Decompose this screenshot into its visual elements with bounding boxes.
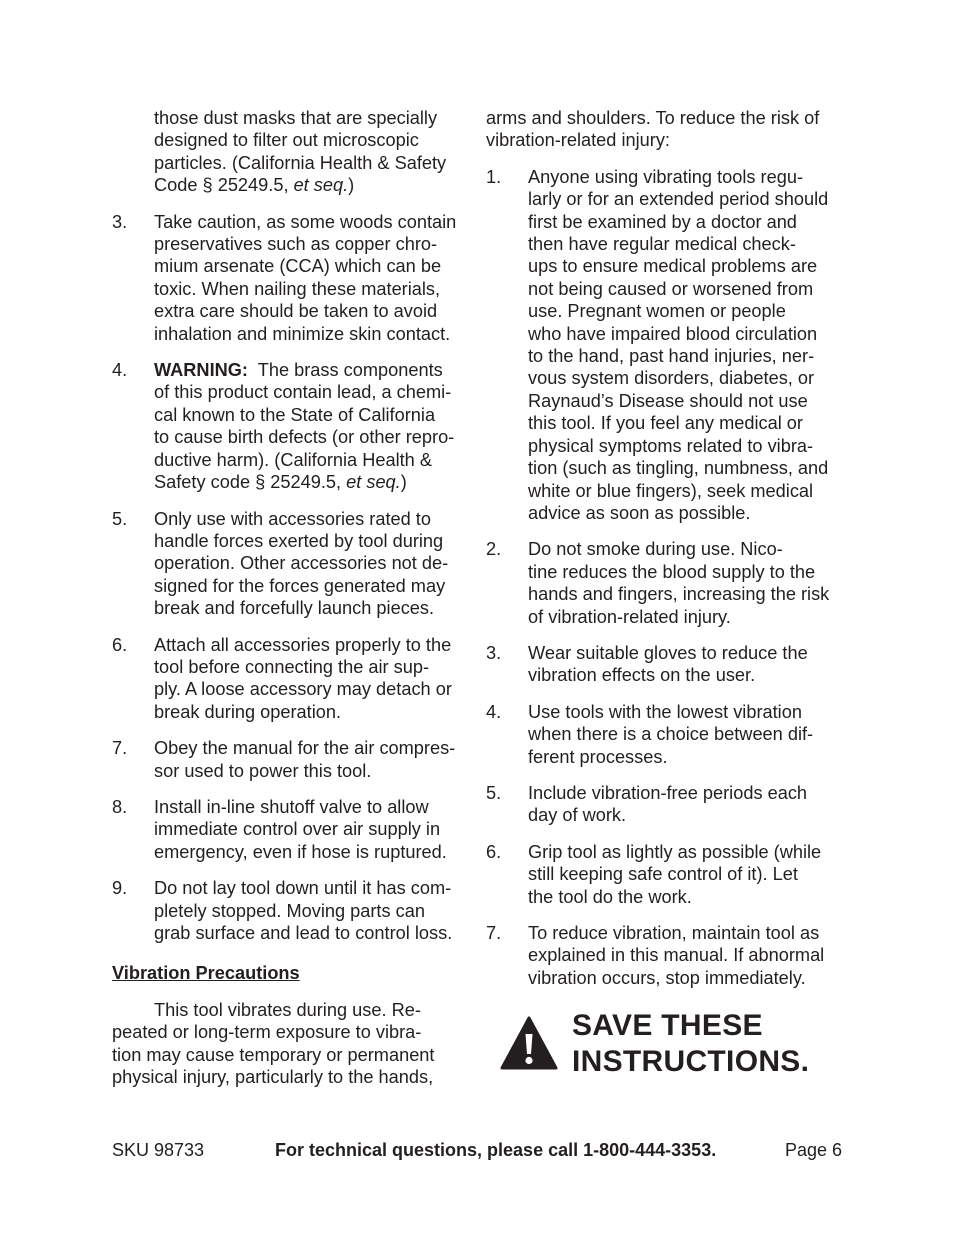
- list-text: Take caution, as some woods contain preservatives such as copper chro- mium arsenate (CCA) which can be toxic. When nailing these materials, extra care should be taken to avoid inhalation and minimize skin contact.: [154, 211, 457, 344]
- list-number: 6.: [486, 841, 502, 862]
- list-text: Wear suitable gloves to reduce the vibration effects on the user.: [528, 642, 808, 686]
- list-number: 9.: [112, 878, 128, 899]
- list-text: Attach all accessories properly to the tool before connecting the air sup- ply. A loose accessory may detach or break during operation.: [154, 634, 452, 722]
- list-item-4: [486, 701, 842, 768]
- list-item-6: [112, 634, 468, 724]
- list-text: WARNING: The brass components of this product contain lead, a chemi- cal known to the State of California to cause birth defects (or other repro- ductive harm). (California Health & Safety code § 25249.5, et seq.): [154, 360, 455, 493]
- list-number: 2.: [486, 539, 502, 560]
- warning-label: WARNING:: [154, 360, 248, 381]
- right-column: [486, 107, 842, 1003]
- list-item-7: [486, 922, 842, 989]
- list-item-3: [486, 642, 842, 687]
- save-instructions-banner: [500, 1008, 809, 1080]
- continuation-text: those dust masks that are specially designed to filter out microscopic particles. (California Health & Safety Code § 25249.5, et seq.): [154, 108, 447, 196]
- list-number: 8.: [112, 796, 128, 817]
- list-number: 5.: [486, 782, 502, 803]
- list-item-5: [112, 508, 468, 620]
- page-number: Page 6: [784, 1140, 842, 1160]
- list-number: 6.: [112, 634, 128, 655]
- list-number: 7.: [486, 923, 502, 943]
- technical-support-line: For technical questions, please call 1-800-444-3353.: [275, 1140, 717, 1160]
- list-item-3: [112, 211, 468, 345]
- save-instructions-text: SAVE THESE INSTRUCTIONS.: [572, 1009, 810, 1078]
- list-text: Do not lay tool down until it has com- pletely stopped. Moving parts can grab surface and lead to control loss.: [154, 878, 453, 943]
- list-item-4: [112, 359, 468, 493]
- list-item-5: [486, 782, 842, 827]
- list-text: To reduce vibration, maintain tool as explained in this manual. If abnormal vibration occurs, stop immediately.: [528, 923, 825, 988]
- intro-paragraph: This tool vibrates during use. Re- peated or long-term exposure to vibra- tion may cause temporary or permanent physical injury, particularly to the hands,: [112, 999, 435, 1088]
- list-text: Grip tool as lightly as possible (while still keeping safe control of it). Let the tool do the work.: [528, 841, 822, 907]
- list-number: 5.: [112, 508, 128, 529]
- list-text: Install in-line shutoff valve to allow immediate control over air supply in emergency, even if hose is ruptured.: [154, 796, 447, 862]
- list-item-7: [112, 737, 468, 782]
- list-item-9: [112, 877, 468, 944]
- list-item-2: [486, 538, 842, 628]
- paragraph-continuation: arms and shoulders. To reduce the risk of vibration-related injury:: [486, 108, 820, 151]
- left-column: [112, 107, 468, 1088]
- list-text: Obey the manual for the air compres- sor used to power this tool.: [154, 738, 456, 781]
- warning-triangle-icon: [500, 1016, 558, 1070]
- list-text: Do not smoke during use. Nico- tine reduces the blood supply to the hands and fingers, increasing the risk of vibration-related injury.: [528, 539, 830, 627]
- list-item-8: [112, 796, 468, 863]
- list-text: Use tools with the lowest vibration when there is a choice between dif- ferent processes.: [528, 701, 814, 767]
- list-item-1: [486, 166, 842, 525]
- list-text: Include vibration-free periods each day of work.: [528, 782, 808, 826]
- list-number: 4.: [112, 360, 128, 381]
- list-text: Anyone using vibrating tools regu- larly or for an extended period should first be examined by a doctor and then have regular medical check- ups to ensure medical problems are not being caused or worsened from use. Pregnant women or people who have impaired blood circulation to the hand, past hand injuries, ner- vous system disorders, diabetes, or Raynaud’s Disease should not use this tool. If you feel any medical or physical symptoms related to vibra- tion (such as tingling, numbness, and white or blue fingers), seek medical advice as soon as possible.: [528, 166, 829, 523]
- section-heading: Vibration Precautions: [112, 963, 300, 984]
- list-item-6: [486, 841, 842, 908]
- list-number: 3.: [486, 642, 502, 663]
- list-number: 7.: [112, 738, 128, 759]
- list-number: 1.: [486, 166, 502, 187]
- sku-number: SKU 98733: [112, 1140, 205, 1160]
- list-text: Only use with accessories rated to handle forces exerted by tool during operation. Other accessories not de- signed for the forces generated may break and forcefully launch pieces.: [154, 508, 449, 619]
- list-number: 3.: [112, 211, 128, 232]
- list-number: 4.: [486, 701, 502, 722]
